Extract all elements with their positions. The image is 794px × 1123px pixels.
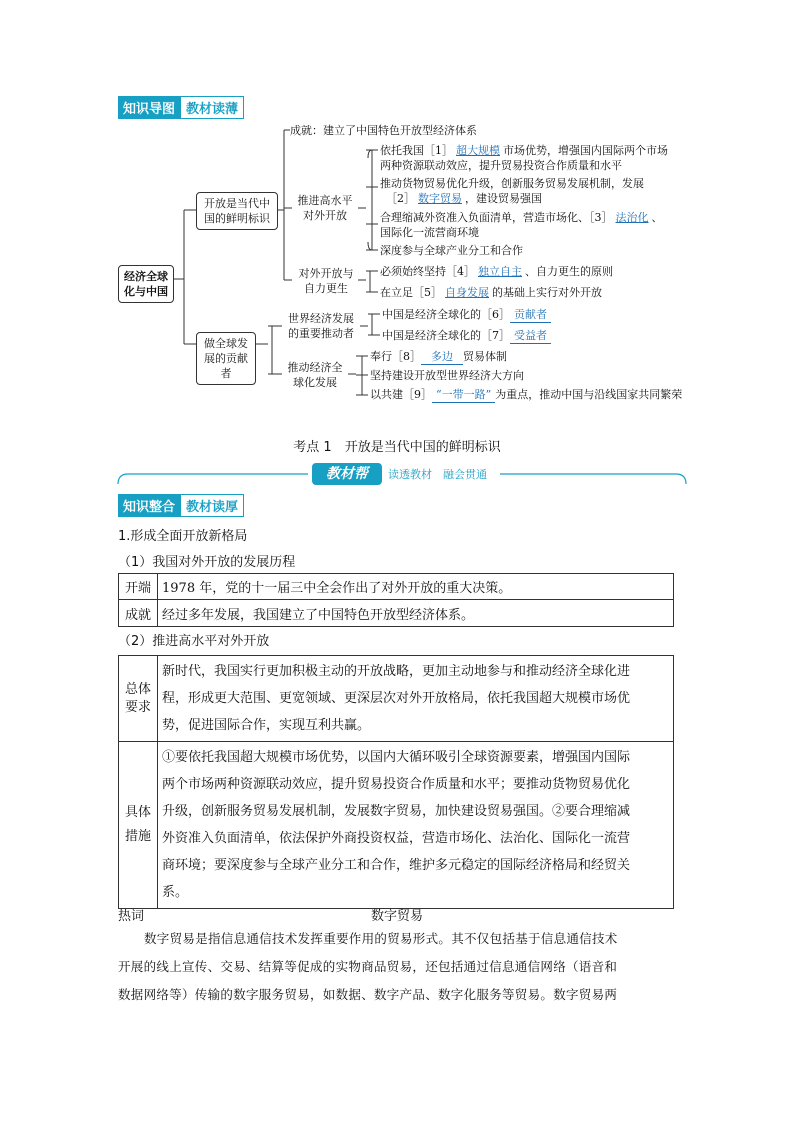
high-level-opening-node: 推进高水平对外开放 (297, 194, 353, 222)
subsection1-title: （1）我国对外开放的发展历程 (118, 555, 296, 570)
table-label: 具体 措施 (119, 742, 158, 909)
leaf-industry-division: 深度参与全球产业分工和合作 (380, 244, 523, 257)
tag-primary: 知识整合 (118, 494, 180, 517)
opening-self-reliance-node: 对外开放与自力更生 (298, 267, 354, 295)
answer-5: 自身发展 (445, 286, 489, 299)
answer-8: 多边 (421, 349, 463, 365)
table-label: 总体 要求 (119, 656, 158, 742)
measures-table (118, 655, 674, 909)
world-economy-driver-node: 世界经济发展的重要推动者 (288, 312, 354, 340)
leaf-multilateral: 奉行［8］ 多边 贸易体制 (370, 350, 507, 363)
table-cell: 经过多年发展，我国建立了中国特色开放型经济体系。 (158, 600, 674, 627)
answer-9: “一带一路” (432, 387, 495, 403)
branch-global-contributor: 做全球发展的贡献者 (196, 332, 256, 385)
leaf-self-development: 在立足［5］ 自身发展 的基础上实行对外开放 (380, 286, 602, 299)
section1-title: 1.形成全面开放新格局 (118, 529, 248, 544)
leaf-trade-upgrade: 推动货物贸易优化升级，创新服务贸易发展机制，发展 ［2］ 数字贸易 ，建设贸易强国 (380, 177, 644, 205)
answer-1: 超大规模 (456, 144, 500, 157)
answer-7: 受益者 (510, 328, 551, 344)
answer-4: 独立自主 (478, 265, 522, 278)
answer-6: 贡献者 (510, 307, 551, 323)
tag-secondary: 教材读薄 (180, 96, 244, 119)
leaf-beneficiary: 中国是经济全球化的［7］ 受益者 (382, 328, 551, 344)
table-cell: ①要依托我国超大规模市场优势，以国内大循环吸引全球资源要素，增强国内国际 两个市场两种资源联动效应，提升贸易投资合作质量和水平；要推动货物贸易优化 升级，创新服务贸易发展机制，发展数字贸易，加快建设贸易强国。②要合理缩减 外资准入负面清单，依法保护外商投资权益，营造市场化、法治化、国际化一流营 商环境；要深度参与全球产业分工和合作，维护多元稳定的国际经济格局和经贸关 系。 (158, 742, 674, 909)
subsection2-title: （2）推进高水平对外开放 (118, 634, 270, 649)
root-node: 经济全球化与中国 (118, 265, 174, 303)
kaodian-title: 考点 1 开放是当代中国的鲜明标识 (293, 440, 501, 455)
history-table (118, 573, 674, 627)
table-label: 开端 (119, 574, 158, 600)
table-cell: 1978 年，党的十一届三中全会作出了对外开放的重大决策。 (158, 574, 674, 600)
leaf-scale-advantage: 依托我国［1］ 超大规模 市场优势，增强国内国际两个市场 两种资源联动效应，提升贸易投资合作质量和水平 (380, 144, 668, 172)
branch-open-identity: 开放是当代中国的鲜明标识 (196, 192, 278, 230)
tag-primary: 知识导图 (118, 96, 180, 119)
leaf-contributor: 中国是经济全球化的［6］ 贡献者 (382, 307, 551, 323)
promote-globalization-node: 推动经济全球化发展 (287, 361, 343, 389)
achievement-leaf: 成就：建立了中国特色开放型经济体系 (290, 124, 477, 137)
table-label: 成就 (119, 600, 158, 627)
band-label: 教材帮 (312, 463, 382, 485)
leaf-open-economy: 坚持建设开放型世界经济大方向 (370, 369, 524, 382)
table-cell: 新时代，我国实行更加积极主动的开放战略，更加主动地参与和推动经济全球化进 程，形成更大范围、更宽领域、更深层次对外开放格局，依托我国超大规模市场优 势，促进国际合作，实现互利共赢。 (158, 656, 674, 742)
band-subtitle: 读透教材 融会贯通 (388, 468, 487, 481)
answer-2: 数字贸易 (418, 192, 462, 205)
hotword-paragraph: 数字贸易是指信息通信技术发挥重要作用的贸易形式。其不仅包括基于信息通信技术 开展的线上宣传、交易、结算等促成的实物商品贸易，还包括通过信息通信网络（语音和 数据网络等）传输的数字服务贸易，如数据、数字产品、数字化服务等贸易。数字贸易两 (118, 931, 618, 1002)
hotword-label: 热词 (118, 909, 145, 924)
knowledge-integration-tag (118, 494, 244, 517)
hotword-title: 数字贸易 (370, 909, 423, 924)
answer-3: 法治化 (615, 211, 649, 224)
leaf-business-environment: 合理缩减外资准入负面清单，营造市场化、［3］ 法治化 、 国际化一流营商环境 (380, 211, 663, 239)
leaf-belt-and-road: 以共建［9］ “一带一路” 为重点，推动中国与沿线国家共同繁荣 (370, 388, 683, 401)
leaf-independence: 必须始终坚持［4］ 独立自主 、自力更生的原则 (380, 265, 613, 278)
tag-secondary: 教材读厚 (180, 494, 244, 517)
